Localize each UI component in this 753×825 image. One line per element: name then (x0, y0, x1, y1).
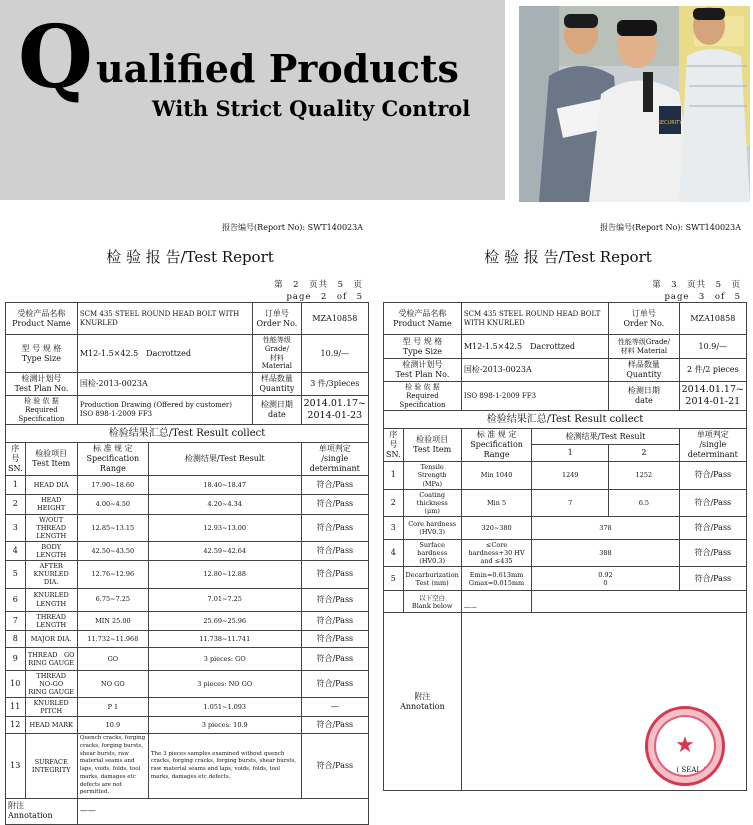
row-result-1: 7 (532, 489, 609, 516)
blank-below: 以下空白 Blank below (403, 591, 461, 613)
header-sn: 序号 SN. (6, 443, 26, 476)
page-number-en: page 3 of 5 (664, 292, 741, 302)
date-label: 检测日期 date (609, 382, 680, 411)
report-number: 报告编号(Report No): SWT140023A (222, 223, 363, 232)
row-determinant: 符合/Pass (301, 647, 368, 670)
type-size: M12-1.5×42.5 Dacrottzed (77, 335, 252, 373)
header-result: 检测结果/Test Result (148, 443, 301, 476)
row-item: THREAD NO-GO RING GAUGE (25, 670, 77, 697)
badge-text: SECURITY (657, 120, 683, 126)
row-result: 12.93~13.00 (148, 514, 301, 541)
row-spec: 6.75~7.25 (77, 588, 148, 611)
header-item: 检验项目 Test Item (403, 429, 461, 462)
row-item: HEAD HEIGHT (25, 495, 77, 514)
row-determinant: 符合/Pass (301, 541, 368, 560)
row-result-2: 1252 (609, 462, 680, 489)
header-spec: 标 准 规 定 Specification Range (77, 443, 148, 476)
annotation-value: —— (77, 798, 368, 824)
row-result: The 3 pieces samples examined without quench cracks, forging cracks, forging bursts, shear bursts, raw material seams and laps, voids, folds, tool marks, damages etc defects. (148, 734, 301, 799)
grade-label: 性能等级Grade/ 材料 Material (609, 335, 680, 359)
test-report-page-2 (5, 218, 375, 821)
banner-subtitle: With Strict Quality Control (152, 96, 471, 121)
report-table (5, 302, 369, 825)
seal-label: ( SEAL ) (676, 765, 706, 774)
row-spec: 12.76~12.96 (77, 561, 148, 588)
row-spec: 10.9 (77, 717, 148, 734)
spec: ISO 898-1-2009 FF3 (461, 382, 608, 411)
row-sn: 11 (6, 698, 26, 717)
qty: 3 件/3pieces (301, 373, 368, 396)
row-item: THREAD LENGTH (25, 611, 77, 630)
row-result: 378 (532, 517, 679, 540)
row-determinant: 符合/Pass (301, 588, 368, 611)
row-item: Coating thickness (μm) (403, 489, 461, 516)
row-spec: Min 5 (461, 489, 531, 516)
plan-label: 检测计划号 Test Plan No. (384, 359, 462, 382)
row-sn: 10 (6, 670, 26, 697)
header-result: 检测结果/Test Result (532, 429, 679, 445)
grade-label: 性能等级Grade/ 材料 Material (253, 335, 301, 373)
row-spec: 11.732~11.968 (77, 630, 148, 647)
row-result: 3 pieces: 10.9 (148, 717, 301, 734)
row-result: 3 pieces: GO (148, 647, 301, 670)
product-name-label: 受检产品名称 Product Name (6, 303, 78, 335)
product-name: SCM 435 STEEL ROUND HEAD BOLT WITH KNURLED (77, 303, 252, 335)
row-sn: 4 (6, 541, 26, 560)
row-result-2: 6.5 (609, 489, 680, 516)
row-spec: 4.00~4.50 (77, 495, 148, 514)
header-sn: 序号 SN. (384, 429, 404, 462)
annotation-label: 附注 Annotation (384, 613, 462, 791)
row-sn: 9 (6, 647, 26, 670)
row-sn: 2 (6, 495, 26, 514)
row-item: MAJOR DIA. (25, 630, 77, 647)
row-result: 18.40~18.47 (148, 476, 301, 495)
row-sn: 12 (6, 717, 26, 734)
order-label: 订单号 Order No. (609, 303, 680, 335)
qty-label: 样品数量 Quantity (253, 373, 301, 396)
row-determinant: 符合/Pass (301, 514, 368, 541)
inspection-photo (519, 6, 750, 202)
header-spec: 标 准 规 定 Specification Range (461, 429, 531, 462)
report-title: 检 验 报 告/Test Report (106, 248, 274, 266)
blank-dash: —— (461, 591, 531, 613)
header-result-1: 1 (532, 445, 609, 462)
row-sn: 13 (6, 734, 26, 799)
row-determinant: 符合/Pass (679, 567, 746, 591)
row-sn: 4 (384, 540, 404, 567)
order-no: MZA10858 (679, 303, 746, 335)
row-item: Decarburization Test (mm) (403, 567, 461, 591)
type-label: 型 号 规 格 Type Size (384, 335, 462, 359)
test-report-page-3 (383, 218, 753, 798)
row-item: KNURLED PITCH (25, 698, 77, 717)
row-spec: P 1 (77, 698, 148, 717)
grade: 10.9/— (301, 335, 368, 373)
row-result: 12.80~12.88 (148, 561, 301, 588)
row-result: 7.01~7.25 (148, 588, 301, 611)
row-determinant: 符合/Pass (301, 734, 368, 799)
header-result-2: 2 (609, 445, 680, 462)
plan-no: 国检-2013-0023A (77, 373, 252, 396)
row-item: THREAD GO RING GAUGE (25, 647, 77, 670)
type-label: 型 号 规 格 Type Size (6, 335, 78, 373)
row-determinant: 符合/Pass (301, 561, 368, 588)
page-number-en: page 2 of 5 (286, 292, 363, 302)
product-name: SCM 435 STEEL ROUND HEAD BOLT WITH KNURLED (461, 303, 608, 335)
row-determinant: 符合/Pass (679, 489, 746, 516)
row-item: W/OUT THREAD LENGTH (25, 514, 77, 541)
row-result: 25.69~25.96 (148, 611, 301, 630)
row-result-1: 1249 (532, 462, 609, 489)
row-determinant: — (301, 698, 368, 717)
row-spec: MIN 25.00 (77, 611, 148, 630)
row-sn: 2 (384, 489, 404, 516)
qty-label: 样品数量 Quantity (609, 359, 680, 382)
page-number-cn: 第 2 页共 5 页 (274, 280, 363, 290)
report-number: 报告编号(Report No): SWT140023A (600, 223, 741, 232)
row-item: AFTER KNURLED DIA. (25, 561, 77, 588)
row-determinant: 符合/Pass (301, 495, 368, 514)
date-label: 检测日期 date (253, 396, 301, 425)
header-determinant: 单项判定 /single determinant (301, 443, 368, 476)
row-spec: ≤Core hardness+30 HV and ≤435 (461, 540, 531, 567)
row-item: HEAD MARK (25, 717, 77, 734)
row-spec: 320~380 (461, 517, 531, 540)
row-spec: Emin=0.613mm Gmax=0.015mm (461, 567, 531, 591)
row-spec: GO (77, 647, 148, 670)
grade: 10.9/— (679, 335, 746, 359)
row-spec: Min 1040 (461, 462, 531, 489)
spec-label: 检 验 依 据 Required Specification (6, 396, 78, 425)
row-determinant: 符合/Pass (679, 517, 746, 540)
banner-big-letter: Q (18, 7, 93, 108)
spec-label: 检 验 依 据 Required Specification (384, 382, 462, 411)
row-sn: 5 (6, 561, 26, 588)
row-determinant: 符合/Pass (301, 670, 368, 697)
row-item: BODY LENGTH (25, 541, 77, 560)
row-spec: 12.85~13.15 (77, 514, 148, 541)
row-result: 1.051~1.093 (148, 698, 301, 717)
plan-label: 检测计划号 Test Plan No. (6, 373, 78, 396)
report-title: 检 验 报 告/Test Report (484, 248, 652, 266)
row-result: 42.59~42.64 (148, 541, 301, 560)
annotation-label: 附注 Annotation (6, 798, 78, 824)
seal-date: 2013/05/03 (665, 774, 706, 783)
row-result: 0.92 0 (532, 567, 679, 591)
official-seal-stamp (645, 706, 725, 786)
row-spec: 42.50~43.50 (77, 541, 148, 560)
row-spec: 17.90~18.60 (77, 476, 148, 495)
row-result: 388 (532, 540, 679, 567)
banner (0, 0, 505, 200)
row-determinant: 符合/Pass (679, 540, 746, 567)
date: 2014.01.17~ 2014-01-21 (679, 382, 746, 411)
plan-no: 国检-2013-0023A (461, 359, 608, 382)
page-number-cn: 第 3 页共 5 页 (652, 280, 741, 290)
row-result: 4.20~4.34 (148, 495, 301, 514)
order-no: MZA10858 (301, 303, 368, 335)
row-determinant: 符合/Pass (679, 462, 746, 489)
row-sn: 8 (6, 630, 26, 647)
row-sn: 3 (6, 514, 26, 541)
row-sn: 6 (6, 588, 26, 611)
row-result: 3 pieces: NO GO (148, 670, 301, 697)
row-determinant: 符合/Pass (301, 476, 368, 495)
header-item: 检验项目 Test Item (25, 443, 77, 476)
row-spec: Quench cracks, forging cracks, forging bursts, shear bursts, raw material seams and laps, voids, folds, tool marks, damages etc defects are not permitted. (77, 734, 148, 799)
product-name-label: 受检产品名称 Product Name (384, 303, 462, 335)
row-item: HEAD DIA (25, 476, 77, 495)
row-item: KNURLED LENGTH (25, 588, 77, 611)
row-sn: 7 (6, 611, 26, 630)
row-result: 11.738~11.741 (148, 630, 301, 647)
row-sn: 1 (6, 476, 26, 495)
header-determinant: 单项判定 /single determinant (679, 429, 746, 462)
row-spec: NO GO (77, 670, 148, 697)
row-determinant: 符合/Pass (301, 611, 368, 630)
seal-star-icon: ★ (675, 733, 695, 758)
row-determinant: 符合/Pass (301, 717, 368, 734)
row-sn: 3 (384, 517, 404, 540)
section-title: 检验结果汇总/Test Result collect (384, 411, 747, 429)
row-sn: 1 (384, 462, 404, 489)
row-item: SURFACE INTEGRITY (25, 734, 77, 799)
row-sn: 5 (384, 567, 404, 591)
banner-title: ualified Products (96, 46, 459, 91)
row-determinant: 符合/Pass (301, 630, 368, 647)
row-item: Tensile Strength (MPa) (403, 462, 461, 489)
type-size: M12-1.5×42.5 Dacrottzed (461, 335, 608, 359)
spec: Production Drawing (Offered by customer) ISO 898-1-2009 FF3 (77, 396, 252, 425)
qty: 2 件/2 pieces (679, 359, 746, 382)
section-title: 检验结果汇总/Test Result collect (6, 425, 369, 443)
date: 2014.01.17~ 2014-01-23 (301, 396, 368, 425)
order-label: 订单号 Order No. (253, 303, 301, 335)
row-item: Surface hardness (HV0.3) (403, 540, 461, 567)
row-item: Core hardness (HV0.3) (403, 517, 461, 540)
